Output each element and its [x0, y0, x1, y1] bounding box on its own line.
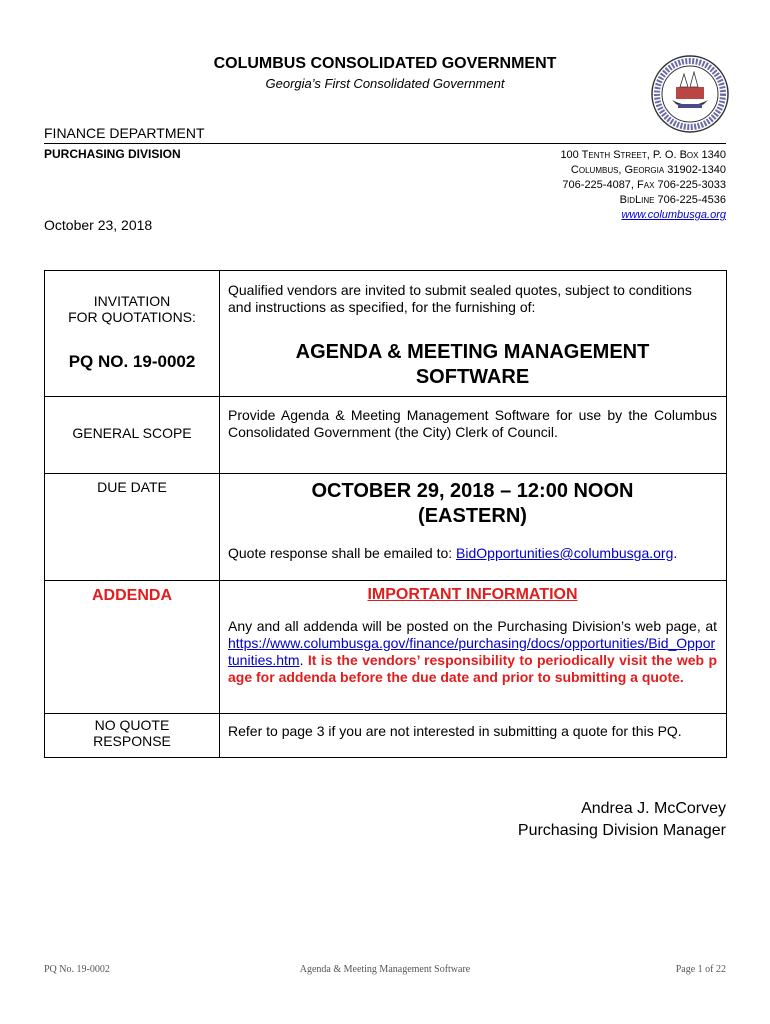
- invitation-label: [46, 293, 218, 325]
- no-quote-text: Refer to page 3 if you are not interested in submitting a quote for this PQ.: [228, 723, 682, 739]
- organization-tagline: Georgia’s First Consolidated Government: [265, 76, 505, 91]
- table-row: [45, 271, 727, 397]
- email-instruction-suffix: .: [673, 545, 678, 561]
- invitation-label-line: FOR QUOTATIONS:: [68, 309, 196, 325]
- invitation-text: Qualified vendors are invited to submit sealed quotes, subject to conditions and instructions as specified, for the furnishing of:: [228, 282, 692, 315]
- invitation-label-line: INVITATION: [93, 293, 171, 309]
- scope-label: GENERAL SCOPE: [72, 425, 192, 441]
- due-date-label: DUE DATE: [97, 479, 167, 495]
- letter-date: October 23, 2018: [44, 217, 153, 233]
- quotation-table: [44, 270, 727, 758]
- city-seal-icon: [650, 54, 730, 134]
- footer-page-number: Page 1 of 22: [675, 964, 726, 975]
- solicitation-title-line: SOFTWARE: [415, 366, 530, 388]
- no-quote-label-line: NO QUOTE: [94, 717, 170, 733]
- scope-text: Provide Agenda & Meeting Management Software for use by the Columbus Consolidated Government (the City) Clerk of Council.: [228, 407, 717, 440]
- footer-center: Agenda & Meeting Management Software: [299, 964, 471, 975]
- address-bidline: BidLine 706-225-4536: [619, 194, 726, 206]
- important-heading: IMPORTANT INFORMATION: [367, 586, 578, 603]
- department-name: FINANCE DEPARTMENT: [44, 125, 205, 141]
- email-instruction-text: Quote response shall be emailed to:: [228, 545, 457, 561]
- due-date-line: OCTOBER 29, 2018 – 12:00 NOON: [311, 480, 634, 502]
- signature-block: [430, 798, 726, 842]
- footer-left: PQ No. 19-0002: [44, 964, 110, 975]
- signatory-name: Andrea J. McCorvey: [581, 800, 726, 817]
- address-block: [430, 148, 726, 223]
- division-name: PURCHASING DIVISION: [44, 147, 181, 161]
- addenda-text: Any and all addenda will be posted on the Purchasing Division’s web page, at https://www.columbusga.gov/finance/purchasing/docs/opportunities/Bid_Opportunities.htm. It is the vendors’ responsibility to periodically visit the web page for addenda before the due date and prior to submitting a quote.: [228, 618, 717, 685]
- addenda-label: ADDENDA: [92, 587, 172, 604]
- email-instruction: [228, 545, 717, 561]
- solicitation-title-line: AGENDA & MEETING MANAGEMENT: [295, 341, 650, 363]
- table-row: [45, 714, 727, 758]
- addenda-warning: It is the vendors’ responsibility to periodically visit the web page for addenda before the due date and prior to submitting a quote.: [228, 652, 717, 685]
- no-quote-label-line: RESPONSE: [93, 733, 171, 749]
- table-row: [45, 397, 727, 474]
- due-date-value: [228, 479, 717, 529]
- table-row: [45, 581, 727, 714]
- pq-number: PQ NO. 19-0002: [68, 352, 196, 371]
- no-quote-label: [46, 717, 218, 749]
- organization-name: COLUMBUS CONSOLIDATED GOVERNMENT: [213, 55, 557, 72]
- addenda-intro: Any and all addenda will be posted on the Purchasing Division’s web page, at: [228, 618, 717, 634]
- due-date-line: (EASTERN): [418, 505, 527, 527]
- address-street: 100 Tenth Street, P. O. Box 1340: [560, 149, 726, 161]
- address-city: Columbus, Georgia 31902-1340: [570, 164, 726, 176]
- website-link[interactable]: www.columbusga.org: [621, 209, 726, 221]
- signatory-title: Purchasing Division Manager: [517, 822, 726, 839]
- address-phone: 706-225-4087, Fax 706-225-3033: [562, 179, 726, 191]
- table-row: [45, 474, 727, 581]
- email-link[interactable]: BidOpportunities@columbusga.org: [456, 545, 674, 561]
- header-divider: [44, 143, 726, 144]
- addenda-url-link[interactable]: https://www.columbusga.gov/finance/purchasing/docs/opportunities/Bid_Opportunities.htm: [228, 635, 716, 668]
- solicitation-title: [228, 340, 717, 390]
